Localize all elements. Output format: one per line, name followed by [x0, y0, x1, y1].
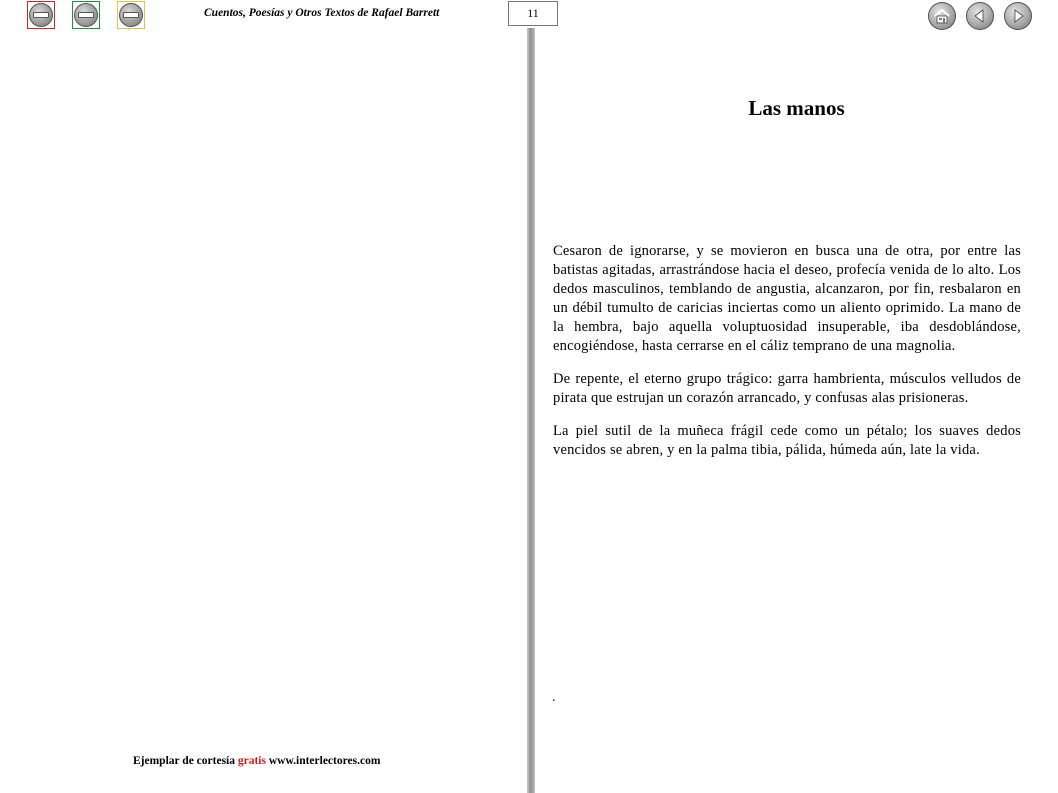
toolbar-button-green[interactable]	[72, 1, 100, 29]
minus-circle-icon	[74, 3, 98, 27]
home-button[interactable]	[928, 2, 956, 30]
paragraph: La piel sutil de la muñeca frágil cede como un pétalo; los suaves dedos vencidos se abren, y en la palma tibia, pálida, húmeda aún, late la vida.	[553, 423, 1021, 458]
next-page-icon	[1010, 8, 1026, 24]
footer-prefix: Ejemplar de cortesía	[133, 755, 235, 767]
minus-circle-icon	[29, 3, 53, 27]
footer-site-link[interactable]: www.interlectores.com	[268, 755, 381, 767]
running-title: Cuentos, Poesías y Otros Textos de Rafael Barrett	[204, 7, 440, 19]
paragraph: Cesaron de ignorarse, y se movieron en busca una de otra, por entre las batistas agitadas, arrastrándose hacia el deseo, profecía venida de lo alto. Los dedos masculinos, temblando de angustia, alcanzaron, por fin, resbalaron en un débil tumulto de caricias inciertas como un aliento oprimido. La mano de la hembra, bajo aquella voluptuosidad insuperable, iba desdoblándose, encogiéndose, hasta cerrarse en el cáliz temprano de una magnolia.	[553, 243, 1021, 354]
paragraph: De repente, el eterno grupo trágico: garra hambrienta, músculos velludos de pirata que estrujan un corazón arrancado, y confusas alas prisioneras.	[553, 371, 1021, 406]
book-spine	[527, 28, 535, 793]
toolbar-button-yellow[interactable]	[117, 1, 145, 29]
minus-circle-icon	[119, 3, 143, 27]
footer	[133, 755, 380, 767]
previous-page-button[interactable]	[966, 2, 994, 30]
toolbar-button-red[interactable]	[27, 1, 55, 29]
chapter-title: Las manos	[748, 96, 845, 120]
footer-free-word: gratis	[237, 755, 266, 767]
previous-page-icon	[972, 8, 988, 24]
trailing-mark: .	[552, 690, 556, 705]
body-text	[553, 242, 1021, 474]
page-number: 11	[508, 1, 558, 26]
next-page-button[interactable]	[1004, 2, 1032, 30]
home-icon	[933, 8, 951, 24]
